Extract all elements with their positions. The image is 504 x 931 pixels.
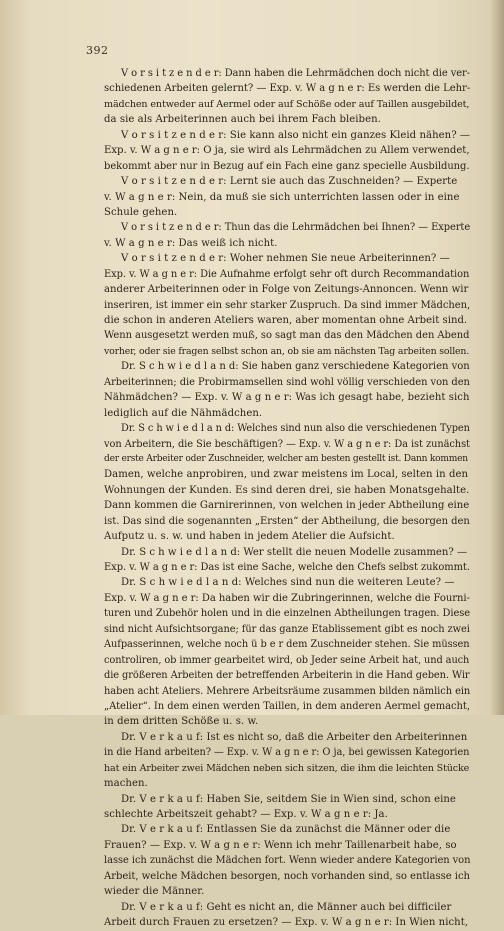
text-line: lediglich auf die Nähmädchen. (104, 407, 263, 419)
text-line: v. W a g n e r: Nein, da muß sie sich unterrichten lassen oder in eine (104, 191, 460, 203)
text-line: v. W a g n e r: Das weiß ich nicht. (104, 237, 278, 249)
text-line: Exp. v. W a g n e r: Da haben wir die Zubringerinnen, welche die Fourni- (104, 592, 470, 604)
text-line: Aufputz u. s. w. und haben in jedem Atelier die Aufsicht. (104, 531, 395, 543)
text-line: schlechte Arbeitszeit gehabt? — Exp. v. W a g n e r: Ja. (104, 809, 388, 820)
text-line: Arbeit, welche Mädchen besorgen, noch vorhanden sind, so entlasse ich (104, 870, 470, 882)
text-line: Dr. V e r k a u f: Haben Sie, seitdem Sie in Wien sind, schon eine (121, 793, 456, 805)
text-line: Dr. S c h w i e d l a n d: Sie haben ganz verschiedene Kategorien von (121, 361, 470, 373)
text-line: Exp. v. W a g n e r: Die Aufnahme erfolgt sehr oft durch Recommandation (104, 268, 470, 280)
text-line: wieder die Männer. (104, 886, 205, 898)
text-line: Exp. v. W a g n e r: O ja, sie wird als Lehrmädchen zu Allem verwendet, (104, 145, 470, 157)
text-line: Damen, welche anprobiren, und zwar meistens im Local, selten in den (104, 469, 469, 481)
text-line: turen und Zubehör holen und in die einzelnen Abtheilungen tragen. Diese (104, 608, 470, 620)
text-line: der erste Arbeiter oder Zuschneider, welcher am besten gestellt ist. Dann kommen (104, 453, 468, 464)
text-line: Dr. S c h w i e d l a n d: Welches sind nun also die verschiedenen Typen (121, 423, 470, 435)
text-line: inseriren, ist immer ein sehr starker Zuspruch. Da sind immer Mädchen, (104, 299, 471, 311)
text-line: bekommt aber nur in Bezug auf ein Fach eine ganz specielle Ausbildung. (104, 160, 470, 172)
page-gutter-shadow (490, 0, 504, 715)
text-line: Dr. V e r k a u f: Geht es nicht an, die Männer auch bei difficiler (121, 901, 452, 913)
text-line: sind nicht Aufsichtsorgane; für das ganze Etablissement gibt es noch zwei (104, 623, 470, 635)
text-line: Exp. v. W a g n e r: Das ist eine Sache, welche den Chefs selbst zukommt. (104, 562, 470, 573)
text-line: von Arbeitern, die Sie beschäftigen? — Exp. v. W a g n e r: Da ist zunächst (104, 438, 470, 450)
text-line: Dr. S c h w i e d l a n d: Welches sind nun die weiteren Leute? — (121, 577, 455, 589)
text-line: V o r s i t z e n d e r: Woher nehmen Sie neue Arbeiterinnen? — (121, 253, 450, 265)
text-line: ist. Das sind die sogenannten „Ersten“ der Abtheilung, die besorgen den (104, 515, 470, 527)
text-line: schiedenen Arbeiten gelernt? — Exp. v. W a g n e r: Es werden die Lehr- (104, 83, 471, 95)
text-line: da sie als Arbeiterinnen auch bei ihrem Fach bleiben. (104, 114, 381, 126)
text-line: V o r s i t z e n d e r: Sie kann also nicht ein ganzes Kleid nähen? — (121, 129, 471, 141)
text-line: Dr. V e r k a u f: Entlassen Sie da zunächst die Männer oder die (121, 824, 451, 836)
interview-transcript (104, 66, 470, 931)
text-line: lasse ich zunächst die Mädchen fort. Wenn wieder andere Kategorien von (104, 855, 471, 867)
text-line: anderer Arbeiterinnen oder in Folge von Zeitungs-Annoncen. Wenn wir (104, 284, 469, 296)
text-line: Dann kommen die Garnirerinnen, von welchen in jeder Abtheilung eine (104, 500, 470, 512)
text-line: Arbeiterinnen; die Probirmamsellen sind wohl völlig verschieden von den (104, 376, 470, 388)
page-number: 392 (86, 44, 109, 57)
text-line: Dr. V e r k a u f: Ist es nicht so, daß die Arbeiter den Arbeiterinnen (121, 731, 468, 743)
text-line: V o r s i t z e n d e r: Thun das die Lehrmädchen bei Ihnen? — Experte (121, 222, 471, 234)
text-line: Wohnungen der Kunden. Es sind deren drei, sie haben Monatsgehalte. (104, 484, 470, 496)
text-line: machen. (104, 778, 148, 790)
text-line: Frauen? — Exp. v. W a g n e r: Wenn ich mehr Taillenarbeit habe, so (104, 839, 457, 851)
text-line: die größeren Arbeiten der betreffenden Arbeiterin in die Hand geben. Wir (104, 670, 470, 682)
text-line: controliren, ob immer gearbeitet wird, ob Jeder seine Arbeit hat, und auch (104, 654, 470, 666)
text-line: die schon in anderen Ateliers waren, aber momentan ohne Arbeit sind. (104, 315, 468, 326)
text-line: Arbeit durch Frauen zu ersetzen? — Exp. v. W a g n e r: In Wien nicht, (104, 917, 469, 929)
text-line: Aufpasserinnen, welche noch ü b e r dem Zuschneider stehen. Sie müssen (104, 639, 470, 651)
text-line: mädchen entweder auf Aermel oder auf Schöße oder auf Taillen ausgebildet, (104, 98, 470, 110)
text-line: Nähmädchen? — Exp. v. W a g n e r: Was ich gesagt habe, bezieht sich (104, 392, 470, 404)
text-line: in dem dritten Schöße u. s. w. (104, 716, 259, 728)
text-line: haben acht Ateliers. Mehrere Arbeitsräume zusammen bilden nämlich ein (104, 685, 471, 697)
text-line: V o r s i t z e n d e r: Lernt sie auch das Zuschneiden? — Experte (121, 176, 458, 188)
text-line: Schule gehen. (104, 206, 178, 218)
text-line: hat ein Arbeiter zwei Mädchen neben sich sitzen, die ihm die leichten Stücke (104, 762, 470, 774)
text-line: vorher, oder sie fragen selbst schon an, ob sie am nächsten Tag arbeiten sollen. (104, 345, 470, 357)
text-line: V o r s i t z e n d e r: Dann haben die Lehrmädchen doch nicht die ver- (121, 68, 470, 79)
text-line: in die Hand arbeiten? — Exp. v. W a g n e r: O ja, bei gewissen Kategorien (104, 747, 470, 759)
text-line: Dr. S c h w i e d l a n d: Wer stellt die neuen Modelle zusammen? — (121, 546, 468, 558)
text-line: „Atelier“. In dem einen werden Taillen, in dem anderen Aermel gemacht, (104, 700, 470, 712)
text-line: Wenn ausgesetzt werden muß, so sagt man das den Mädchen den Abend (104, 330, 470, 342)
